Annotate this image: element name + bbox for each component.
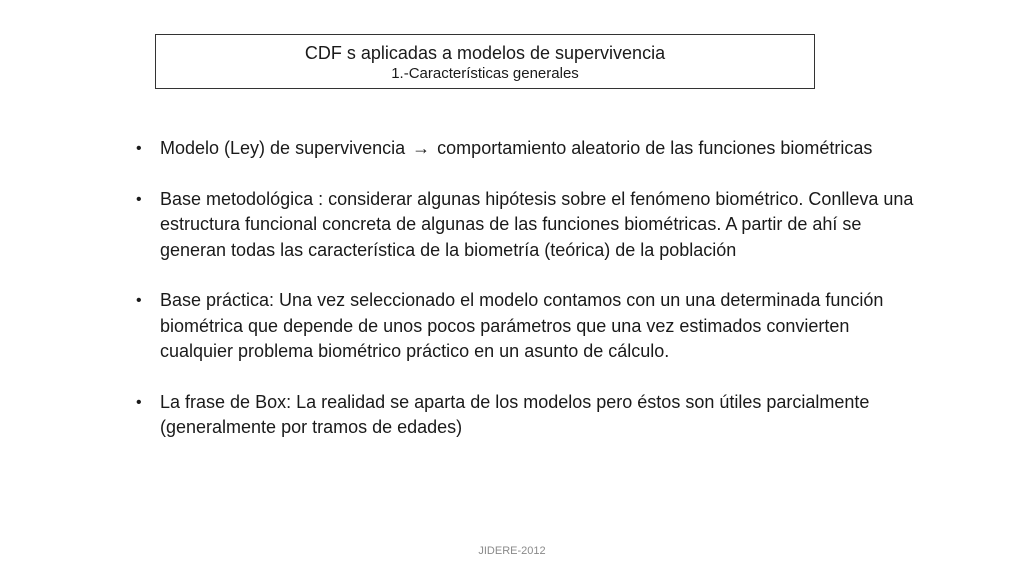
right-arrow-icon: → xyxy=(412,138,431,158)
bullet-item-box-quote xyxy=(135,390,925,441)
bullet-list xyxy=(135,136,925,466)
bullet-dot-icon: • xyxy=(136,292,142,309)
bullet-text-part2: comportamiento aleatorio de las funciones biométricas xyxy=(437,138,873,158)
bullet-item-methodological-base xyxy=(135,187,925,264)
bullet-text-part1: Modelo (Ley) de supervivencia xyxy=(160,138,406,158)
slide-title: CDF s aplicadas a modelos de supervivencia xyxy=(304,43,666,63)
bullet-item-model xyxy=(135,136,925,162)
bullet-text: La frase de Box: La realidad se aparta de los modelos pero éstos son útiles parcialmente (generalmente por tramos de edades) xyxy=(160,391,870,437)
bullet-dot-icon: • xyxy=(136,140,142,157)
footer-label: JIDERE-2012 xyxy=(478,545,546,557)
bullet-dot-icon: • xyxy=(136,190,142,208)
bullet-item-practical-base xyxy=(135,288,925,365)
bullet-text: Base práctica: Una vez seleccionado el modelo contamos con un una determinada función biométrica que depende de unos pocos parámetros que una vez estimados convierten cualquier problema biométrico práctico en un asunto de cálculo. xyxy=(160,290,884,361)
slide-subtitle: 1.-Características generales xyxy=(391,65,579,82)
bullet-text: Base metodológica : considerar algunas hipótesis sobre el fenómeno biométrico. Conlleva una estructura funcional concreta de algunas de las funciones biométricas. A partir de ahí se generan todas las característica de la biometría (teórica) de la población xyxy=(160,188,914,260)
bullet-dot-icon: • xyxy=(136,393,142,411)
title-box xyxy=(155,34,815,89)
